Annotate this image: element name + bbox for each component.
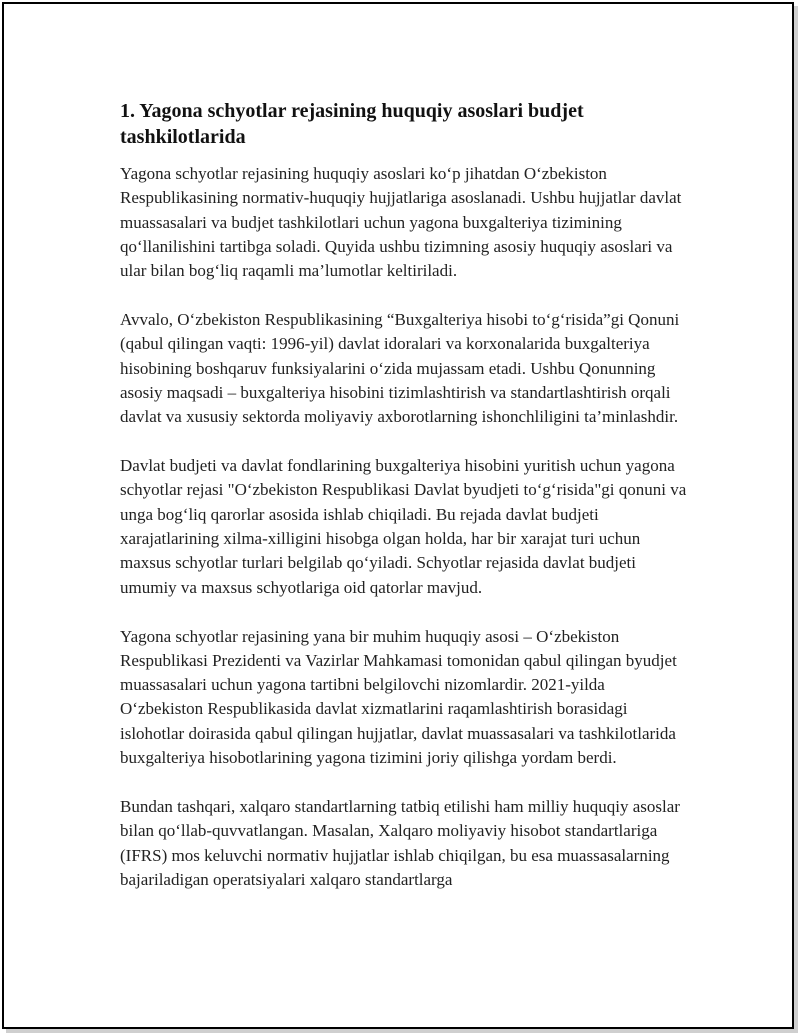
section-heading: 1. Yagona schyotlar rejasining huquqiy asoslari budjet tashkilotlarida	[120, 100, 584, 148]
paragraph-4: Yagona schyotlar rejasining yana bir muhim huquqiy asosi – O‘zbekiston Respublikasi Prezidenti va Vazirlar Mahkamasi tomonidan qabul qilingan byudjet muassasalari uchun yagona tartibni belgilovchi nizomlardir. 2021-yilda O‘zbekiston Respublikasida davlat xizmatlarini raqamlashtirish borasidagi islohotlar doirasida qabul qilingan hujjatlar, davlat muassasalari va tashkilotlarida buxgalteriya hisobotlarining yagona tizimini joriy qilishga yordam berdi.	[120, 626, 677, 768]
document-page	[2, 2, 794, 1029]
paragraph-1: Yagona schyotlar rejasining huquqiy asoslari ko‘p jihatdan O‘zbekiston Respublikasining normativ-huquqiy hujjatlariga asoslanadi. Ushbu hujjatlar davlat muassasalari va budjet tashkilotlari uchun yagona buxgalteriya tizimining qo‘llanilishini tartibga soladi. Quyida ushbu tizimning asosiy huquqiy asoslari va ular bilan bog‘liq raqamli ma’lumotlar keltiriladi.	[120, 164, 682, 281]
paragraph-3: Davlat budjeti va davlat fondlarining buxgalteriya hisobini yuritish uchun yagona schyotlar rejasi "O‘zbekiston Respublikasi Davlat byudjeti to‘g‘risida"gi qonuni va unga bog‘liq qarorlar asosida ishlab chiqiladi. Bu rejada davlat budjeti xarajatlarining xilma-xilligini hisobga olgan holda, har bir xarajat turi uchun maxsus schyotlar turlari belgilab qo‘yiladi. Schyotlar rejasida davlat budjeti umumiy va maxsus schyotlariga oid qatorlar mavjud.	[120, 456, 687, 597]
paragraph-5: Bundan tashqari, xalqaro standartlarning tatbiq etilishi ham milliy huquqiy asoslar bilan qo‘llab-quvvatlangan. Masalan, Xalqaro moliyaviy hisobot standartlariga (IFRS) mos keluvchi normativ hujjatlar ishlab chiqilgan, bu esa muassasalarning bajariladigan operatsiyalari xalqaro standartlarga	[120, 796, 680, 889]
document-body	[120, 98, 692, 917]
paragraph-2: Avvalo, O‘zbekiston Respublikasining “Buxgalteriya hisobi to‘g‘risida”gi Qonuni (qabul qilingan vaqti: 1996-yil) davlat idoralari va korxonalarida buxgalteriya hisobining boshqaruv funksiyalarini o‘zida mujassam etadi. Ushbu Qonunning asosiy maqsadi – buxgalteriya hisobini tizimlashtirish va standartlashtirish orqali davlat va xususiy sektorda moliyaviy axborotlarning ishonchliligini ta’minlashdir.	[120, 310, 680, 427]
